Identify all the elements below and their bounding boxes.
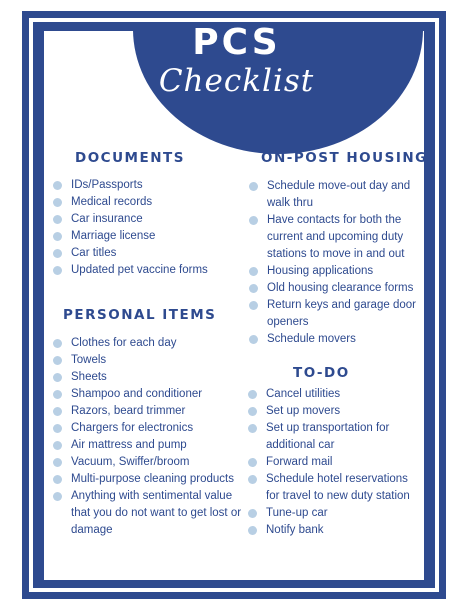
bullet-icon	[53, 232, 62, 241]
list-item	[53, 454, 245, 471]
bullet-icon	[248, 458, 257, 467]
bullet-icon	[53, 356, 62, 365]
list-item-label: Air mattress and pump	[71, 439, 187, 451]
list-item	[248, 505, 424, 522]
bullet-icon	[53, 266, 62, 275]
list-item-label: Notify bank	[266, 524, 324, 536]
bullet-icon	[249, 284, 258, 293]
list-item	[53, 245, 253, 262]
todo-heading: TO-DO	[293, 365, 350, 381]
bullet-icon	[53, 249, 62, 258]
bullet-icon	[53, 390, 62, 399]
list-item	[53, 471, 245, 488]
list-item-label: Car insurance	[71, 213, 143, 225]
list-item-label: Multi-purpose cleaning products	[71, 473, 235, 485]
bullet-icon	[53, 198, 62, 207]
list-item-label: Old housing clearance forms	[267, 282, 414, 294]
list-item-label: Anything with sentimental value that you do not want to get lost or damage	[71, 490, 242, 536]
list-item	[249, 331, 419, 348]
list-item	[248, 386, 424, 403]
list-item	[53, 437, 245, 454]
bullet-icon	[249, 267, 258, 276]
list-item	[249, 263, 419, 280]
list-item	[248, 522, 424, 539]
documents-list	[53, 177, 253, 279]
bullet-icon	[53, 339, 62, 348]
on-post-housing-list	[249, 178, 419, 348]
bullet-icon	[248, 509, 257, 518]
list-item-label: IDs/Passports	[71, 179, 143, 191]
list-item	[53, 211, 253, 228]
list-item-label: Razors, beard trimmer	[71, 405, 186, 417]
list-item-label: Updated pet vaccine forms	[71, 264, 208, 276]
list-item	[53, 352, 245, 369]
bullet-icon	[53, 215, 62, 224]
list-item	[53, 194, 253, 211]
list-item-label: Sheets	[71, 371, 107, 383]
todo-list	[248, 386, 424, 539]
list-item-label: Return keys and garage door openers	[267, 299, 416, 328]
list-item-label: Cancel utilities	[266, 388, 341, 400]
bullet-icon	[53, 181, 62, 190]
list-item-label: Clothes for each day	[71, 337, 177, 349]
bullet-icon	[248, 390, 257, 399]
personal-items-heading: PERSONAL ITEMS	[63, 307, 217, 323]
page-subtitle: Checklist	[158, 63, 315, 99]
list-item-label: Have contacts for both the current and upcoming duty stations to move in and out	[267, 214, 405, 260]
bullet-icon	[248, 526, 257, 535]
bullet-icon	[53, 373, 62, 382]
personal-items-list	[53, 335, 245, 539]
list-item	[248, 420, 424, 454]
list-item	[53, 488, 245, 539]
list-item	[53, 420, 245, 437]
bullet-icon	[53, 492, 62, 501]
bullet-icon	[249, 335, 258, 344]
list-item-label: Car titles	[71, 247, 117, 259]
bullet-icon	[249, 301, 258, 310]
list-item-label: Medical records	[71, 196, 153, 208]
list-item-label: Forward mail	[266, 456, 333, 468]
list-item	[249, 280, 419, 297]
on-post-housing-heading: ON-POST HOUSING	[261, 150, 428, 166]
list-item	[53, 369, 245, 386]
bullet-icon	[249, 182, 258, 191]
bullet-icon	[53, 458, 62, 467]
bullet-icon	[53, 424, 62, 433]
list-item	[53, 177, 253, 194]
list-item-label: Tune-up car	[266, 507, 328, 519]
bullet-icon	[53, 441, 62, 450]
list-item	[53, 228, 253, 245]
list-item-label: Schedule hotel reservations for travel to new duty station	[266, 473, 410, 502]
list-item	[53, 403, 245, 420]
list-item-label: Vacuum, Swiffer/broom	[71, 456, 190, 468]
bullet-icon	[248, 424, 257, 433]
list-item	[249, 212, 419, 263]
list-item-label: Housing applications	[267, 265, 374, 277]
list-item	[248, 471, 424, 505]
list-item	[53, 386, 245, 403]
list-item-label: Set up transportation for additional car	[266, 422, 390, 451]
list-item	[248, 403, 424, 420]
list-item	[53, 262, 253, 279]
bullet-icon	[53, 407, 62, 416]
list-item-label: Schedule movers	[267, 333, 356, 345]
list-item-label: Chargers for electronics	[71, 422, 194, 434]
bullet-icon	[249, 216, 258, 225]
list-item	[248, 454, 424, 471]
bullet-icon	[53, 475, 62, 484]
page-title: PCS	[192, 22, 281, 63]
list-item-label: Schedule move-out day and walk thru	[267, 180, 411, 209]
documents-heading: DOCUMENTS	[75, 150, 185, 166]
bullet-icon	[248, 407, 257, 416]
list-item	[53, 335, 245, 352]
list-item-label: Set up movers	[266, 405, 341, 417]
list-item-label: Marriage license	[71, 230, 156, 242]
list-item-label: Shampoo and conditioner	[71, 388, 203, 400]
list-item-label: Towels	[71, 354, 107, 366]
list-item	[249, 178, 419, 212]
bullet-icon	[248, 475, 257, 484]
list-item	[249, 297, 419, 331]
